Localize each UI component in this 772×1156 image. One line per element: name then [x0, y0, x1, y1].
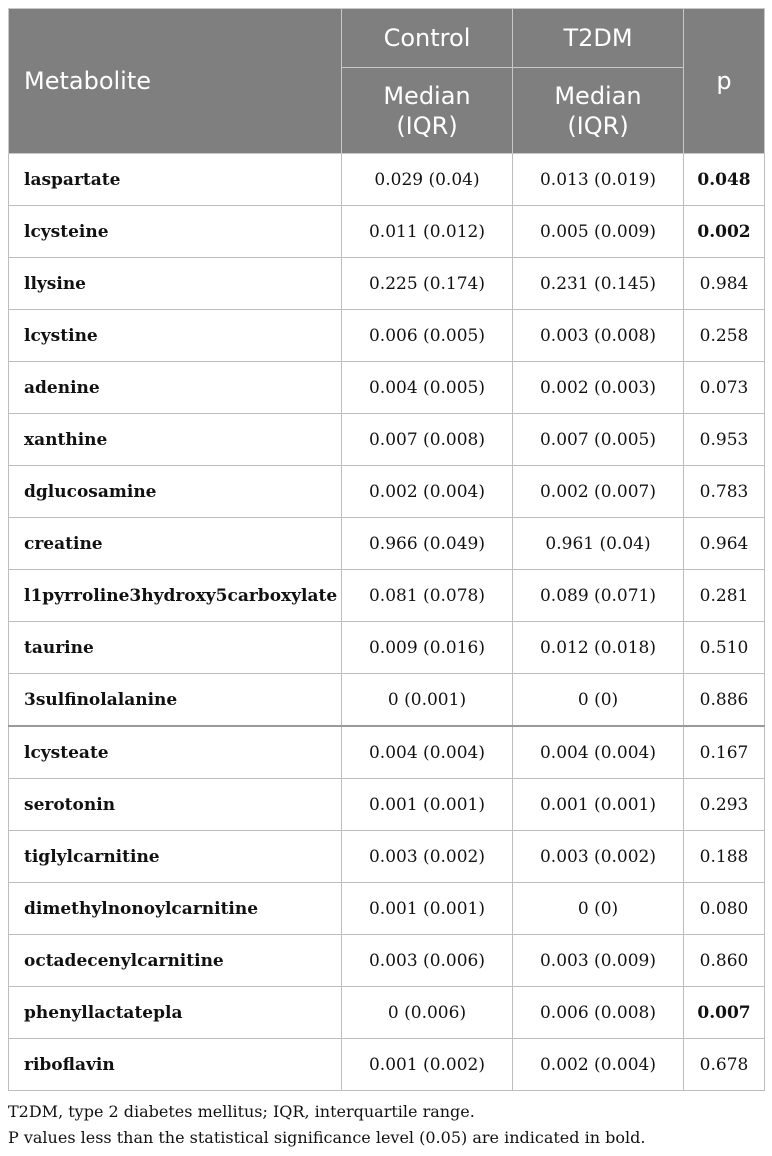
- t2dm-value-cell: 0.004 (0.004): [513, 726, 684, 779]
- control-value-cell: 0.006 (0.005): [342, 310, 513, 362]
- t2dm-value-cell: 0 (0): [513, 674, 684, 727]
- p-value-cell: 0.678: [684, 1039, 765, 1091]
- t2dm-header: T2DM: [513, 9, 684, 68]
- p-value-cell: 0.167: [684, 726, 765, 779]
- t2dm-value-cell: 0.002 (0.004): [513, 1039, 684, 1091]
- control-value-cell: 0.004 (0.004): [342, 726, 513, 779]
- p-value-cell: 0.258: [684, 310, 765, 362]
- metabolite-cell: serotonin: [9, 779, 342, 831]
- table-body: [9, 154, 765, 1091]
- t2dm-value-cell: 0.003 (0.008): [513, 310, 684, 362]
- t2dm-value-cell: 0.001 (0.001): [513, 779, 684, 831]
- control-value-cell: 0.081 (0.078): [342, 570, 513, 622]
- table-container: [8, 8, 764, 1151]
- t2dm-value-cell: 0.006 (0.008): [513, 987, 684, 1039]
- metabolite-cell: 3sulfinolalanine: [9, 674, 342, 727]
- control-value-cell: 0.966 (0.049): [342, 518, 513, 570]
- t2dm-value-cell: 0.003 (0.009): [513, 935, 684, 987]
- control-value-cell: 0.004 (0.005): [342, 362, 513, 414]
- table-row: [9, 258, 765, 310]
- t2dm-value-cell: 0.089 (0.071): [513, 570, 684, 622]
- metabolite-cell: phenyllactatepla: [9, 987, 342, 1039]
- p-value-cell: 0.048: [684, 154, 765, 206]
- t2dm-value-cell: 0 (0): [513, 883, 684, 935]
- p-header: p: [684, 9, 765, 154]
- p-value-cell: 0.984: [684, 258, 765, 310]
- metabolite-cell: llysine: [9, 258, 342, 310]
- table-row: [9, 935, 765, 987]
- control-value-cell: 0.029 (0.04): [342, 154, 513, 206]
- t2dm-value-cell: 0.002 (0.003): [513, 362, 684, 414]
- table-row: [9, 206, 765, 258]
- control-value-cell: 0.007 (0.008): [342, 414, 513, 466]
- iqr-label: (IQR): [567, 111, 629, 140]
- control-value-cell: 0 (0.006): [342, 987, 513, 1039]
- t2dm-value-cell: 0.003 (0.002): [513, 831, 684, 883]
- table-row: [9, 831, 765, 883]
- table-header: [9, 9, 765, 154]
- median-label: Median: [383, 81, 471, 110]
- control-value-cell: 0.001 (0.001): [342, 779, 513, 831]
- table-row: [9, 674, 765, 727]
- metabolite-cell: lcysteine: [9, 206, 342, 258]
- metabolite-cell: lcysteate: [9, 726, 342, 779]
- p-value-cell: 0.510: [684, 622, 765, 674]
- table-row: [9, 154, 765, 206]
- median-label: Median: [554, 81, 642, 110]
- p-value-cell: 0.293: [684, 779, 765, 831]
- p-value-cell: 0.953: [684, 414, 765, 466]
- metabolite-cell: octadecenylcarnitine: [9, 935, 342, 987]
- p-value-cell: 0.860: [684, 935, 765, 987]
- table-row: [9, 414, 765, 466]
- metabolite-cell: riboflavin: [9, 1039, 342, 1091]
- t2dm-value-cell: 0.013 (0.019): [513, 154, 684, 206]
- p-value-cell: 0.188: [684, 831, 765, 883]
- control-value-cell: 0.001 (0.001): [342, 883, 513, 935]
- table-row: [9, 570, 765, 622]
- p-value-cell: 0.080: [684, 883, 765, 935]
- t2dm-value-cell: 0.231 (0.145): [513, 258, 684, 310]
- table-row: [9, 518, 765, 570]
- control-value-cell: 0.001 (0.002): [342, 1039, 513, 1091]
- metabolite-cell: dglucosamine: [9, 466, 342, 518]
- metabolite-cell: creatine: [9, 518, 342, 570]
- t2dm-median-header: [513, 68, 684, 154]
- t2dm-value-cell: 0.002 (0.007): [513, 466, 684, 518]
- table-row: [9, 310, 765, 362]
- t2dm-value-cell: 0.005 (0.009): [513, 206, 684, 258]
- metabolite-cell: taurine: [9, 622, 342, 674]
- footnotes: [8, 1099, 764, 1151]
- t2dm-value-cell: 0.961 (0.04): [513, 518, 684, 570]
- metabolite-cell: l1pyrroline3hydroxy5carboxylate: [9, 570, 342, 622]
- footnote-significance: P values less than the statistical significance level (0.05) are indicated in bold.: [8, 1128, 646, 1147]
- control-header: Control: [342, 9, 513, 68]
- table-row: [9, 1039, 765, 1091]
- control-median-header: [342, 68, 513, 154]
- p-value-cell: 0.002: [684, 206, 765, 258]
- control-value-cell: 0.011 (0.012): [342, 206, 513, 258]
- table-row: [9, 987, 765, 1039]
- table-row: [9, 362, 765, 414]
- metabolite-cell: laspartate: [9, 154, 342, 206]
- table-row: [9, 779, 765, 831]
- control-value-cell: 0 (0.001): [342, 674, 513, 727]
- control-value-cell: 0.003 (0.006): [342, 935, 513, 987]
- p-value-cell: 0.886: [684, 674, 765, 727]
- p-value-cell: 0.073: [684, 362, 765, 414]
- control-value-cell: 0.002 (0.004): [342, 466, 513, 518]
- table-row: [9, 883, 765, 935]
- control-value-cell: 0.225 (0.174): [342, 258, 513, 310]
- p-value-cell: 0.964: [684, 518, 765, 570]
- footnote-abbreviations: T2DM, type 2 diabetes mellitus; IQR, interquartile range.: [8, 1102, 475, 1121]
- t2dm-value-cell: 0.012 (0.018): [513, 622, 684, 674]
- iqr-label: (IQR): [396, 111, 458, 140]
- p-value-cell: 0.007: [684, 987, 765, 1039]
- control-value-cell: 0.009 (0.016): [342, 622, 513, 674]
- metabolite-cell: tiglylcarnitine: [9, 831, 342, 883]
- p-value-cell: 0.281: [684, 570, 765, 622]
- metabolite-header: Metabolite: [9, 9, 342, 154]
- t2dm-value-cell: 0.007 (0.005): [513, 414, 684, 466]
- table-row: [9, 726, 765, 779]
- metabolite-cell: xanthine: [9, 414, 342, 466]
- p-value-cell: 0.783: [684, 466, 765, 518]
- metabolite-cell: dimethylnonoylcarnitine: [9, 883, 342, 935]
- metabolite-cell: adenine: [9, 362, 342, 414]
- table-row: [9, 466, 765, 518]
- control-value-cell: 0.003 (0.002): [342, 831, 513, 883]
- metabolite-table: [8, 8, 765, 1091]
- metabolite-cell: lcystine: [9, 310, 342, 362]
- table-row: [9, 622, 765, 674]
